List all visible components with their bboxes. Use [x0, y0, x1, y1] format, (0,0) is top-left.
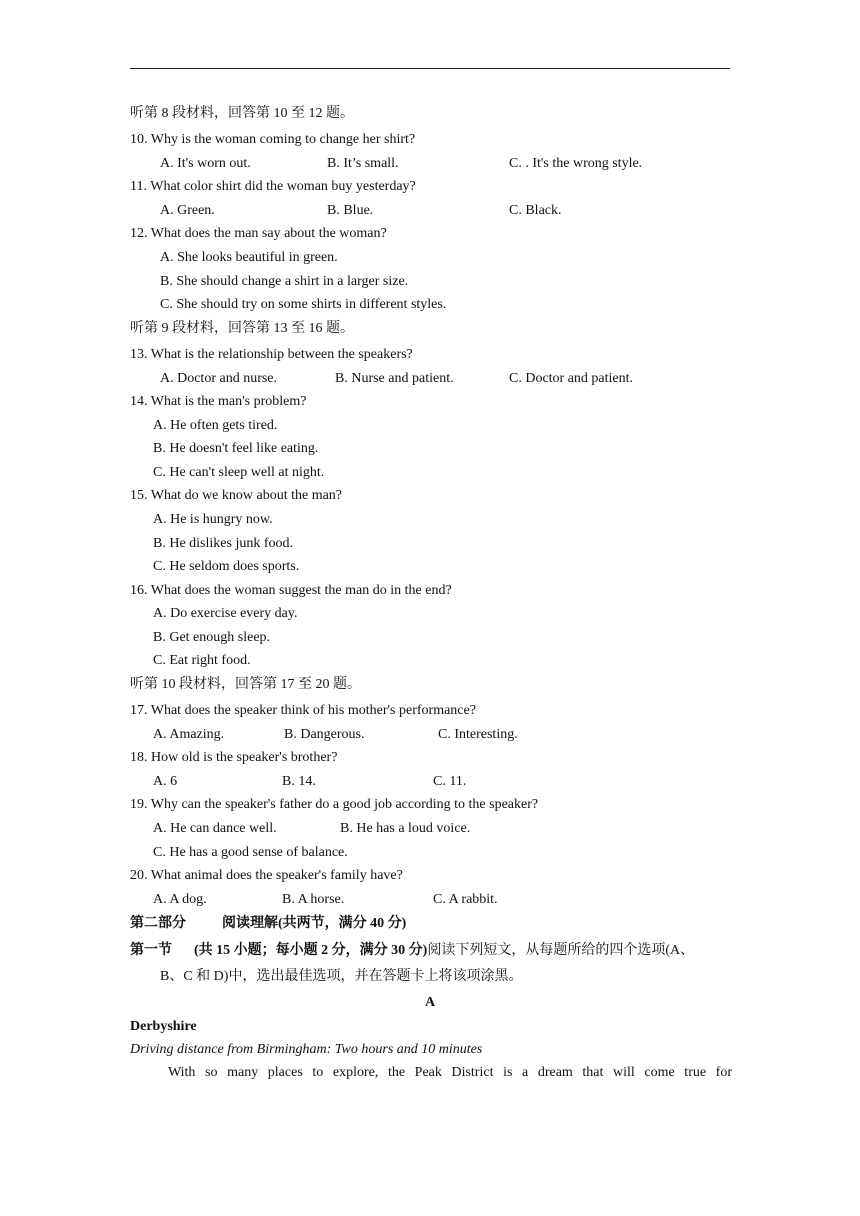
passage-title: Derbyshire: [130, 1019, 197, 1034]
question-16: 16. What does the woman suggest the man do in the end?: [130, 583, 452, 598]
section-10-header: 听第 10 段材料，回答第 17 至 20 题。: [130, 677, 361, 692]
q15-option-a: A. He is hungry now.: [153, 512, 273, 527]
section-1-directions-cont: B、C 和 D)中，选出最佳选项，并在答题卡上将该项涂黑。: [160, 969, 523, 984]
q14-option-c: C. He can't sleep well at night.: [153, 465, 325, 480]
q11-option-c: C. Black.: [509, 203, 562, 218]
question-18: 18. How old is the speaker's brother?: [130, 750, 338, 765]
question-13: 13. What is the relationship between the speakers?: [130, 347, 413, 362]
header-rule: [130, 68, 730, 69]
part-2-title: 阅读理解(共两节，满分 40 分): [222, 916, 407, 931]
section-1-directions: 阅读下列短文，从每题所给的四个选项(A、: [427, 943, 695, 958]
question-15: 15. What do we know about the man?: [130, 488, 343, 503]
q13-option-b: B. Nurse and patient.: [335, 371, 454, 386]
q15-option-b: B. He dislikes junk food.: [153, 536, 293, 551]
q10-option-b: B. It’s small.: [327, 156, 399, 171]
q10-option-a: A. It's worn out.: [160, 156, 251, 171]
section-1-instructions: [130, 942, 694, 960]
q18-option-b: B. 14.: [282, 774, 316, 789]
q19-option-a: A. He can dance well.: [153, 821, 277, 836]
q19-option-b: B. He has a loud voice.: [340, 821, 471, 836]
question-20: 20. What animal does the speaker's family have?: [130, 868, 403, 883]
q20-option-a: A. A dog.: [153, 892, 207, 907]
q13-option-a: A. Doctor and nurse.: [160, 371, 278, 386]
q12-option-a: A. She looks beautiful in green.: [160, 250, 338, 265]
q20-option-c: C. A rabbit.: [433, 892, 498, 907]
q19-option-c: C. He has a good sense of balance.: [153, 845, 348, 860]
question-10: 10. Why is the woman coming to change her shirt?: [130, 132, 416, 147]
q14-option-b: B. He doesn't feel like eating.: [153, 441, 319, 456]
section-8-header: 听第 8 段材料，回答第 10 至 12 题。: [130, 106, 354, 121]
q11-option-b: B. Blue.: [327, 203, 374, 218]
q16-option-b: B. Get enough sleep.: [153, 630, 271, 645]
question-17: 17. What does the speaker think of his mother's performance?: [130, 703, 476, 718]
q12-option-b: B. She should change a shirt in a larger size.: [160, 274, 409, 289]
q18-option-a: A. 6: [153, 774, 178, 789]
q10-option-c: C. . It's the wrong style.: [509, 156, 643, 171]
question-14: 14. What is the man's problem?: [130, 394, 307, 409]
q15-option-c: C. He seldom does sports.: [153, 559, 300, 574]
q20-option-b: B. A horse.: [282, 892, 345, 907]
part-2-label: 第二部分: [130, 916, 186, 931]
q18-option-c: C. 11.: [433, 774, 467, 789]
passage-letter: A: [424, 995, 436, 1010]
q11-option-a: A. Green.: [160, 203, 215, 218]
section-1-label: 第一节: [130, 943, 172, 958]
q17-option-b: B. Dangerous.: [284, 727, 365, 742]
q12-option-c: C. She should try on some shirts in different styles.: [160, 297, 447, 312]
q17-option-c: C. Interesting.: [438, 727, 518, 742]
passage-first-line: With so many places to explore, the Peak District is a dream that will come true for: [168, 1065, 732, 1080]
question-11: 11. What color shirt did the woman buy yesterday?: [130, 179, 416, 194]
q14-option-a: A. He often gets tired.: [153, 418, 278, 433]
q16-option-a: A. Do exercise every day.: [153, 606, 298, 621]
q13-option-c: C. Doctor and patient.: [509, 371, 634, 386]
passage-subtitle: Driving distance from Birmingham: Two hours and 10 minutes: [130, 1042, 483, 1057]
question-19: 19. Why can the speaker's father do a good job according to the speaker?: [130, 797, 539, 812]
q17-option-a: A. Amazing.: [153, 727, 225, 742]
question-12: 12. What does the man say about the woman?: [130, 226, 387, 241]
section-9-header: 听第 9 段材料，回答第 13 至 16 题。: [130, 321, 354, 336]
q16-option-c: C. Eat right food.: [153, 653, 251, 668]
section-1-scoring: (共 15 小题；每小题 2 分，满分 30 分): [194, 943, 428, 958]
